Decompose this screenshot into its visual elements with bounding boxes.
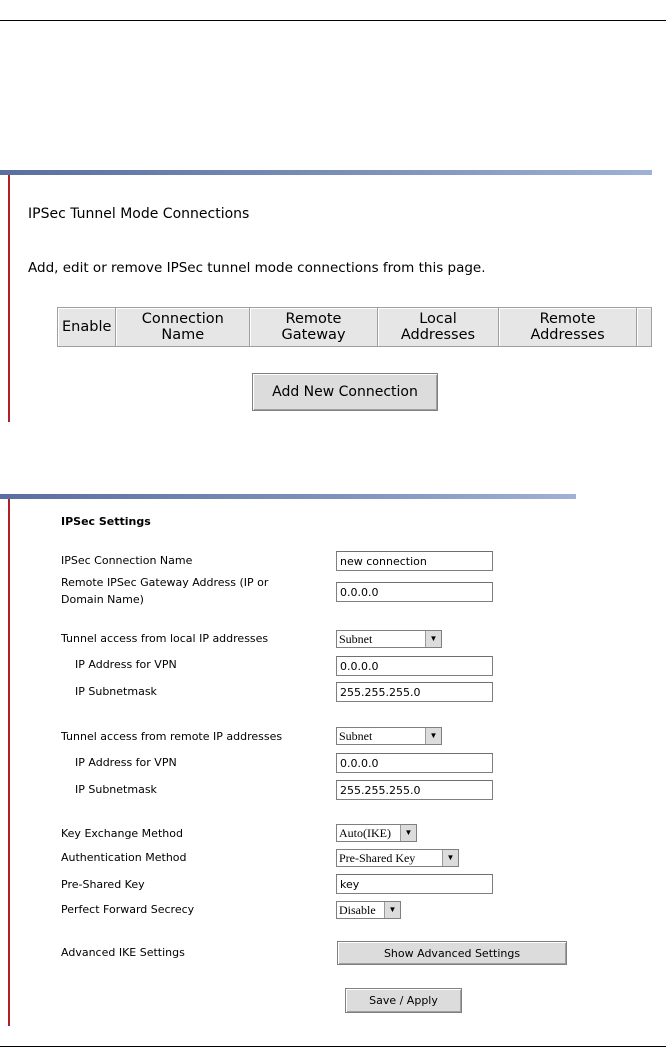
- chevron-down-icon: ▼: [384, 902, 400, 918]
- col-enable: Enable: [58, 308, 116, 347]
- remote-mask-label: IP Subnetmask: [75, 783, 157, 796]
- remote-gateway-label-line1: Remote IPSec Gateway Address (IP or: [61, 576, 269, 589]
- connections-table: [57, 307, 652, 347]
- connections-description: Add, edit or remove IPSec tunnel mode connections from this page.: [28, 260, 486, 276]
- pre-shared-key-label: Pre-Shared Key: [61, 878, 145, 891]
- col-remote-gateway: Remote Gateway: [250, 308, 378, 347]
- local-ip-label: IP Address for VPN: [75, 658, 177, 671]
- authentication-selected: Pre-Shared Key: [339, 851, 416, 865]
- connection-name-label: IPSec Connection Name: [61, 554, 193, 567]
- connection-name-input[interactable]: new connection: [336, 551, 493, 571]
- settings-panel: [0, 494, 576, 1026]
- local-mask-input[interactable]: 255.255.255.0: [336, 682, 493, 702]
- remote-ip-input[interactable]: 0.0.0.0: [336, 753, 493, 773]
- panel-top-bar: [0, 170, 652, 175]
- remote-ip-label: IP Address for VPN: [75, 756, 177, 769]
- col-local-addresses: Local Addresses: [377, 308, 498, 347]
- key-exchange-selected: Auto(IKE): [339, 826, 391, 840]
- add-new-connection-button[interactable]: Add New Connection: [252, 373, 438, 411]
- save-apply-button[interactable]: Save / Apply: [345, 988, 462, 1013]
- panel-left-border: [8, 175, 10, 422]
- key-exchange-select[interactable]: [336, 824, 417, 842]
- local-mask-label: IP Subnetmask: [75, 685, 157, 698]
- remote-gateway-input[interactable]: 0.0.0.0: [336, 582, 493, 602]
- remote-access-select[interactable]: [336, 727, 442, 745]
- col-spacer: [637, 308, 652, 347]
- panel-top-bar: [0, 494, 576, 499]
- local-access-select[interactable]: [336, 630, 442, 648]
- chevron-down-icon: ▼: [425, 728, 441, 744]
- table-header-row: [58, 308, 652, 347]
- chevron-down-icon: ▼: [400, 825, 416, 841]
- show-advanced-settings-button[interactable]: Show Advanced Settings: [337, 941, 567, 965]
- key-exchange-label: Key Exchange Method: [61, 827, 183, 840]
- bottom-rule: [0, 1046, 666, 1047]
- connections-panel: [0, 170, 652, 422]
- local-access-label: Tunnel access from local IP addresses: [61, 632, 269, 645]
- connections-title: IPSec Tunnel Mode Connections: [28, 206, 250, 222]
- advanced-ike-label: Advanced IKE Settings: [61, 946, 185, 959]
- remote-access-label: Tunnel access from remote IP addresses: [61, 730, 283, 743]
- col-connection-name: Connection Name: [116, 308, 250, 347]
- panel-left-border: [8, 499, 10, 1026]
- remote-mask-input[interactable]: 255.255.255.0: [336, 780, 493, 800]
- remote-gateway-label-line2: Domain Name): [61, 593, 144, 606]
- remote-access-selected: Subnet: [339, 729, 373, 743]
- chevron-down-icon: ▼: [425, 631, 441, 647]
- local-access-selected: Subnet: [339, 632, 373, 646]
- local-ip-input[interactable]: 0.0.0.0: [336, 656, 493, 676]
- pfs-select[interactable]: [336, 901, 401, 919]
- col-remote-addresses: Remote Addresses: [499, 308, 637, 347]
- authentication-select[interactable]: [336, 849, 459, 867]
- pfs-selected: Disable: [339, 903, 376, 917]
- authentication-label: Authentication Method: [61, 851, 187, 864]
- chevron-down-icon: ▼: [442, 850, 458, 866]
- settings-title: IPSec Settings: [61, 515, 151, 528]
- pfs-label: Perfect Forward Secrecy: [61, 903, 195, 916]
- pre-shared-key-input[interactable]: key: [336, 874, 493, 894]
- top-rule: [0, 20, 666, 21]
